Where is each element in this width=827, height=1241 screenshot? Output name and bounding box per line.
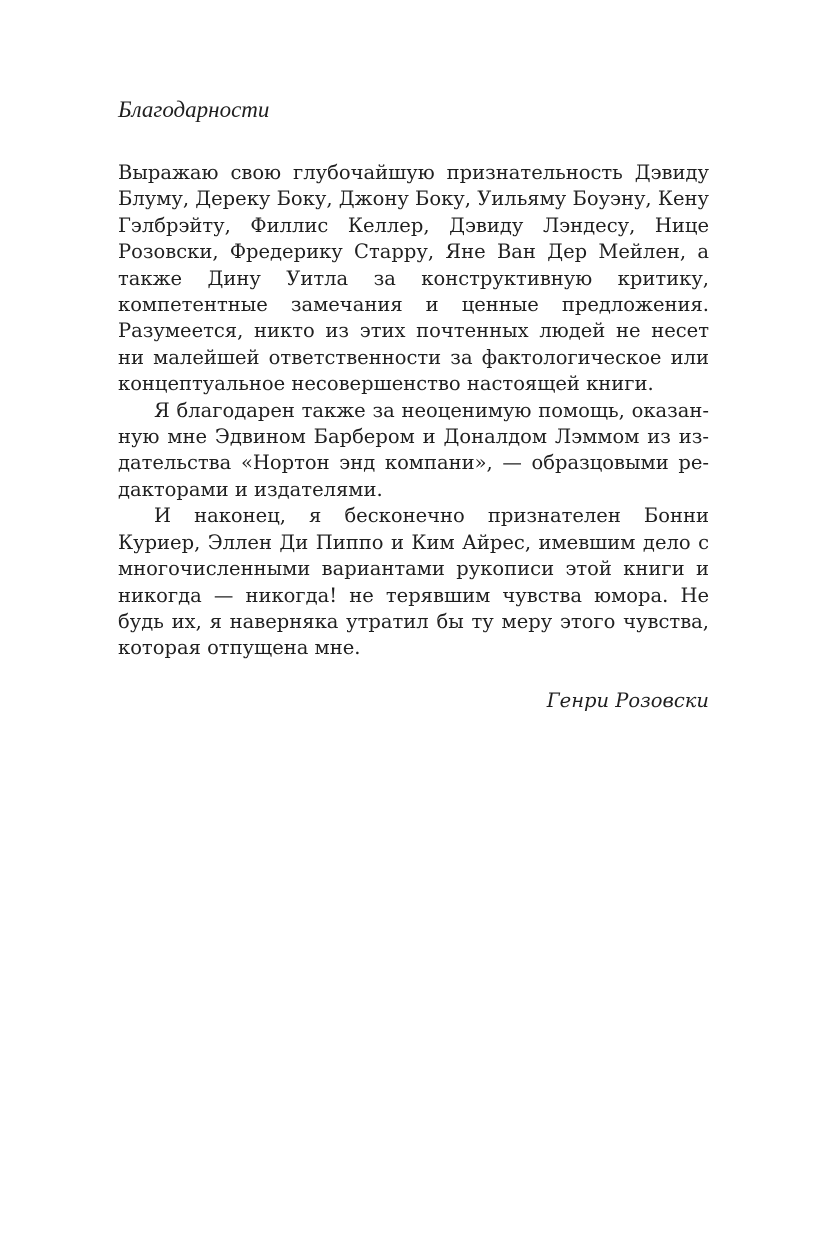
author-signature: Генри Розовски <box>546 688 709 712</box>
paragraph-1: Выражаю свою глубочайшую признательность Дэвиду Блуму, Дереку Боку, Джону Боку, Уильяму Боуэну, Кену Гэлбрэйту, Филлис Келлер, Дэвиду Лэндесу, Нице Розовски, Фредерику Старру, Яне Ван Дер Мейлен, а также Дину Уитла за конструктивную критику, компетентные замечания и ценные предложения. Разумеется, никто из этих почтенных людей не несет ни малейшей ответственности за фактологическое или концептуальное несовершенство настоящей книги. <box>118 161 709 396</box>
page-content <box>118 94 709 714</box>
paragraph-2: Я благодарен также за неоценимую помощь, оказанную мне Эдвином Барбером и Доналдом Лэммом из издательства «Нортон энд компани», — образцовыми редакторами и издателями. <box>118 398 709 501</box>
acknowledgements-body <box>118 160 709 662</box>
page-title: Благодарности <box>118 97 270 122</box>
paragraph-3: И наконец, я бесконечно признателен Бонни Куриер, Эллен Ди Пиппо и Ким Айрес, имевшим дело с многочисленными вариантами рукописи этой книги и никогда — никогда! не терявшим чувства юмора. Не будь их, я наверняка утратил бы ту меру этого чувства, которая отпущена мне. <box>118 504 709 660</box>
